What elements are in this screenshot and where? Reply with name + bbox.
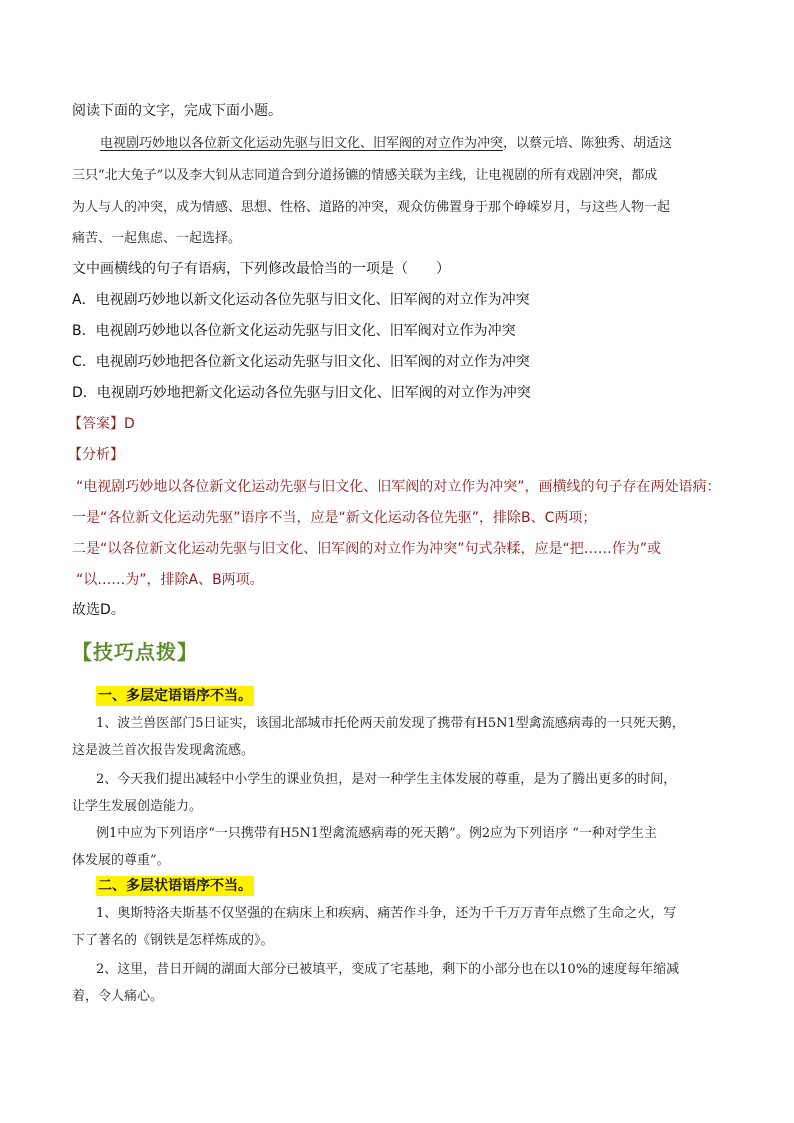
passage-line-3: 为人与人的冲突，成为情感、思想、性格、道路的冲突，观众仿佛置身于那个峥嵘岁月，与这些人物一起	[72, 200, 671, 215]
analysis-line-4: “以……为”，排除A、B两项。	[76, 572, 264, 588]
answer-label: 【答案】	[68, 416, 124, 432]
intro-text: 阅读下面的文字，完成下面小题。	[72, 103, 282, 119]
analysis-line-2: 一是“各位新文化运动先驱”语序不当，应是“新文化运动各位先驱”，排除B、C两项；	[72, 510, 597, 526]
section2-line-2: 下了著名的《钢铁是怎样炼成的》。	[72, 933, 274, 948]
passage-line-2: 三只“北大兔子”以及李大钊从志同道合到分道扬镳的情感关联为主线，让电视剧的所有戏剧冲突，都成	[72, 168, 658, 183]
answer-value: D	[124, 416, 135, 432]
section1-line-4: 让学生发展创造能力。	[72, 799, 203, 814]
section2-heading: 二、多层状语语序不当。	[98, 878, 252, 894]
underlined-sentence: 电视剧巧妙地以各位新文化运动先驱与旧文化、旧军阀的对立作为冲突	[100, 136, 504, 151]
section1-line-2: 这是波兰首次报告发现禽流感。	[72, 743, 255, 758]
option-c: C．电视剧巧妙地把各位新文化运动先驱与旧文化、旧军阀的对立作为冲突	[72, 354, 530, 370]
section2-line-3: 2、这里，昔日开阔的湖面大部分已被填平，变成了宅基地，剩下的小部分也在以10%的速度每年缩减	[96, 962, 680, 977]
analysis-label: 【分析】	[68, 447, 124, 463]
section1-line-1: 1、波兰兽医部门5日证实，该国北部城市托伦两天前发现了携带有H5N1型禽流感病毒的一只死天鹅，	[96, 716, 685, 731]
question-text: 文中画横线的句子有语病，下列修改最恰当的一项是（ ）	[72, 261, 450, 277]
tips-title: 【技巧点拨】	[72, 640, 198, 664]
section1-line-3: 2、今天我们提出减轻中小学生的课业负担，是对一种学生主体发展的尊重，是为了腾出更多的时间，	[96, 772, 677, 787]
passage-line-1	[100, 134, 672, 154]
analysis-line-3: 二是“以各位新文化运动先驱与旧文化、旧军阀的对立作为冲突”句式杂糅，应是“把……作为”或	[72, 541, 662, 557]
analysis-line-1: “电视剧巧妙地以各位新文化运动先驱与旧文化、旧军阀的对立作为冲突”，画横线的句子存在两处语病：	[76, 479, 721, 495]
analysis-line-5: 故选D。	[72, 602, 125, 618]
section1-heading: 一、多层定语语序不当。	[98, 688, 252, 704]
option-b: B．电视剧巧妙地以各位新文化运动先驱与旧文化、旧军阀对立作为冲突	[72, 323, 516, 339]
section2-line-4: 着，令人痛心。	[72, 989, 164, 1004]
section2-line-1: 1、奥斯特洛夫斯基不仅坚强的在病床上和疾病、痛苦作斗争，还为千千万万青年点燃了生命之火，写	[96, 906, 677, 921]
passage-line-1-rest: ，以蔡元培、陈独秀、胡适这	[503, 136, 673, 151]
section1-line-6: 体发展的尊重”。	[72, 853, 170, 868]
answer-line	[68, 414, 135, 434]
option-a: A．电视剧巧妙地以新文化运动各位先驱与旧文化、旧军阀的对立作为冲突	[72, 292, 530, 308]
passage-line-4: 痛苦、一起焦虑、一起选择。	[72, 231, 242, 246]
section1-line-5: 例1中应为下列语序“一只携带有H5N1型禽流感病毒的死天鹅”。例2应为下列语序 “一种对学生主	[96, 826, 657, 841]
option-d: D．电视剧巧妙地把新文化运动各位先驱与旧文化、旧军阀的对立作为冲突	[72, 385, 531, 401]
